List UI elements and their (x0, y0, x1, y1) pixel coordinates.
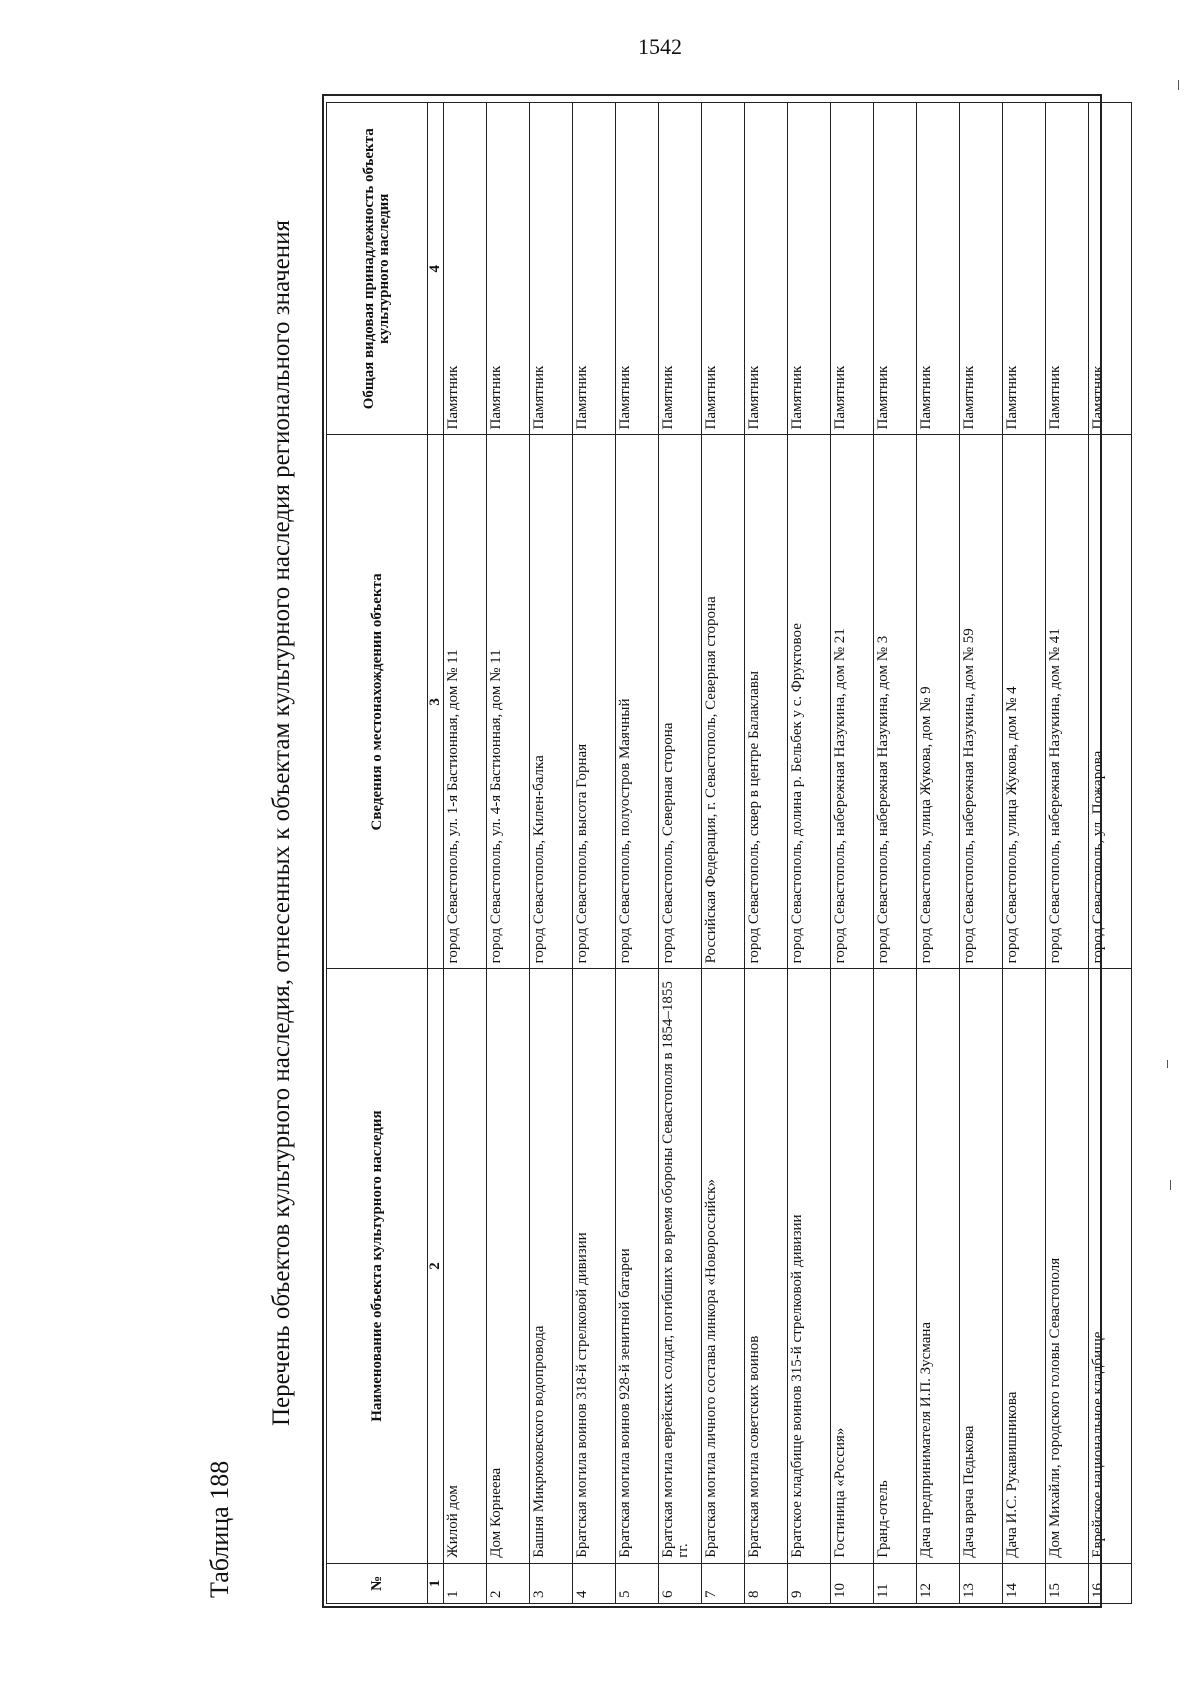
type-cell: Памятник (1089, 103, 1132, 435)
type-cell: Памятник (616, 103, 659, 435)
page-number: 1542 (638, 34, 682, 59)
object-name-cell: Братская могила воинов 318-й стрелковой дивизии (573, 969, 616, 1563)
column-number-row (428, 103, 444, 1604)
table-row (487, 103, 530, 1604)
object-name-cell: Башня Микрюковского водопровода (530, 969, 573, 1563)
table-row (1003, 103, 1046, 1604)
column-number: 1 (428, 1563, 444, 1603)
table-row (917, 103, 960, 1604)
row-number-cell: 1 (444, 1563, 487, 1603)
location-cell: город Севастополь, набережная Назукина, дом № 3 (874, 435, 917, 969)
location-cell: город Севастополь, набережная Назукина, дом № 21 (831, 435, 874, 969)
location-cell: город Севастополь, долина р. Бельбек у с. Фруктовое (788, 435, 831, 969)
row-number-cell: 2 (487, 1563, 530, 1603)
table-row (831, 103, 874, 1604)
location-cell: город Севастополь, Северная сторона (659, 435, 702, 969)
type-cell: Памятник (444, 103, 487, 435)
type-cell: Памятник (659, 103, 702, 435)
table-row (1089, 103, 1132, 1604)
column-number: 4 (428, 103, 444, 435)
table-title: Перечень объектов культурного наследия, отнесенных к объектам культурного наследия регионального значения (268, 220, 295, 1426)
object-name-cell: Братская могила советских воинов (745, 969, 788, 1563)
type-cell: Памятник (573, 103, 616, 435)
row-number-cell: 14 (1003, 1563, 1046, 1603)
row-number-cell: 5 (616, 1563, 659, 1603)
location-cell: город Севастополь, набережная Назукина, дом № 59 (960, 435, 1003, 969)
object-name-cell: Братская могила еврейских солдат, погибших во время обороны Севастополя в 1854–1855 гг. (659, 969, 702, 1563)
object-name-cell: Дом Корнеева (487, 969, 530, 1563)
object-name-cell: Дача И.С. Рукавишникова (1003, 969, 1046, 1563)
table-row (1046, 103, 1089, 1604)
type-cell: Памятник (960, 103, 1003, 435)
scan-mark (1170, 1180, 1171, 1190)
row-number-cell: 16 (1089, 1563, 1132, 1603)
type-cell: Памятник (1046, 103, 1089, 435)
header-type: Общая видовая принадлежность объекта культурного наследия (327, 103, 428, 435)
type-cell: Памятник (831, 103, 874, 435)
location-cell: город Севастополь, ул. Пожарова (1089, 435, 1132, 969)
location-cell: город Севастополь, Килен-балка (530, 435, 573, 969)
rotated-page-content (0, 96, 1200, 1696)
location-cell: город Севастополь, улица Жукова, дом № 9 (917, 435, 960, 969)
row-number-cell: 13 (960, 1563, 1003, 1603)
row-number-cell: 7 (702, 1563, 745, 1603)
table-row (874, 103, 917, 1604)
row-number-cell: 12 (917, 1563, 960, 1603)
heritage-objects-table (326, 102, 1132, 1604)
column-number: 3 (428, 435, 444, 969)
scan-mark (1178, 80, 1179, 90)
row-number-cell: 6 (659, 1563, 702, 1603)
table-row (659, 103, 702, 1604)
row-number-cell: 15 (1046, 1563, 1089, 1603)
header-object-name: Наименование объекта культурного наследия (327, 969, 428, 1563)
table-row (702, 103, 745, 1604)
table-row (573, 103, 616, 1604)
object-name-cell: Гранд-отель (874, 969, 917, 1563)
location-cell: город Севастополь, высота Горная (573, 435, 616, 969)
row-number-cell: 10 (831, 1563, 874, 1603)
object-name-cell: Братская могила личного состава линкора «Новороссийск» (702, 969, 745, 1563)
row-number-cell: 9 (788, 1563, 831, 1603)
location-cell: город Севастополь, полуостров Маячный (616, 435, 659, 969)
object-name-cell: Братская могила воинов 928-й зенитной батареи (616, 969, 659, 1563)
row-number-cell: 8 (745, 1563, 788, 1603)
location-cell: город Севастополь, набережная Назукина, дом № 41 (1046, 435, 1089, 969)
type-cell: Памятник (788, 103, 831, 435)
object-name-cell: Жилой дом (444, 969, 487, 1563)
location-cell: город Севастополь, ул. 4-я Бастионная, дом № 11 (487, 435, 530, 969)
location-cell: Российская Федерация, г. Севастополь, Северная сторона (702, 435, 745, 969)
object-name-cell: Дом Михайли, городского головы Севастополя (1046, 969, 1089, 1563)
object-name-cell: Гостиница «Россия» (831, 969, 874, 1563)
header-location: Сведения о местонахождении объекта (327, 435, 428, 969)
object-name-cell: Дача предпринимателя И.П. Зусмана (917, 969, 960, 1563)
scan-mark (1167, 1060, 1168, 1068)
table-body (444, 103, 1132, 1604)
type-cell: Памятник (530, 103, 573, 435)
row-number-cell: 11 (874, 1563, 917, 1603)
object-name-cell: Еврейское национальное кладбище (1089, 969, 1132, 1563)
row-number-cell: 3 (530, 1563, 573, 1603)
type-cell: Памятник (487, 103, 530, 435)
table-row (530, 103, 573, 1604)
type-cell: Памятник (1003, 103, 1046, 435)
column-number: 2 (428, 969, 444, 1563)
type-cell: Памятник (702, 103, 745, 435)
table-row (788, 103, 831, 1604)
header-number: № (327, 1563, 428, 1603)
object-name-cell: Дача врача Педькова (960, 969, 1003, 1563)
type-cell: Памятник (745, 103, 788, 435)
location-cell: город Севастополь, ул. 1-я Бастионная, дом № 11 (444, 435, 487, 969)
object-name-cell: Братское кладбище воинов 315-й стрелковой дивизии (788, 969, 831, 1563)
table-row (444, 103, 487, 1604)
location-cell: город Севастополь, сквер в центре Балаклавы (745, 435, 788, 969)
table-row (616, 103, 659, 1604)
location-cell: город Севастополь, улица Жукова, дом № 4 (1003, 435, 1046, 969)
table-header-row (327, 103, 428, 1604)
type-cell: Памятник (874, 103, 917, 435)
row-number-cell: 4 (573, 1563, 616, 1603)
table-row (745, 103, 788, 1604)
type-cell: Памятник (917, 103, 960, 435)
table-caption: Таблица 188 (205, 1460, 234, 1598)
table-row (960, 103, 1003, 1604)
